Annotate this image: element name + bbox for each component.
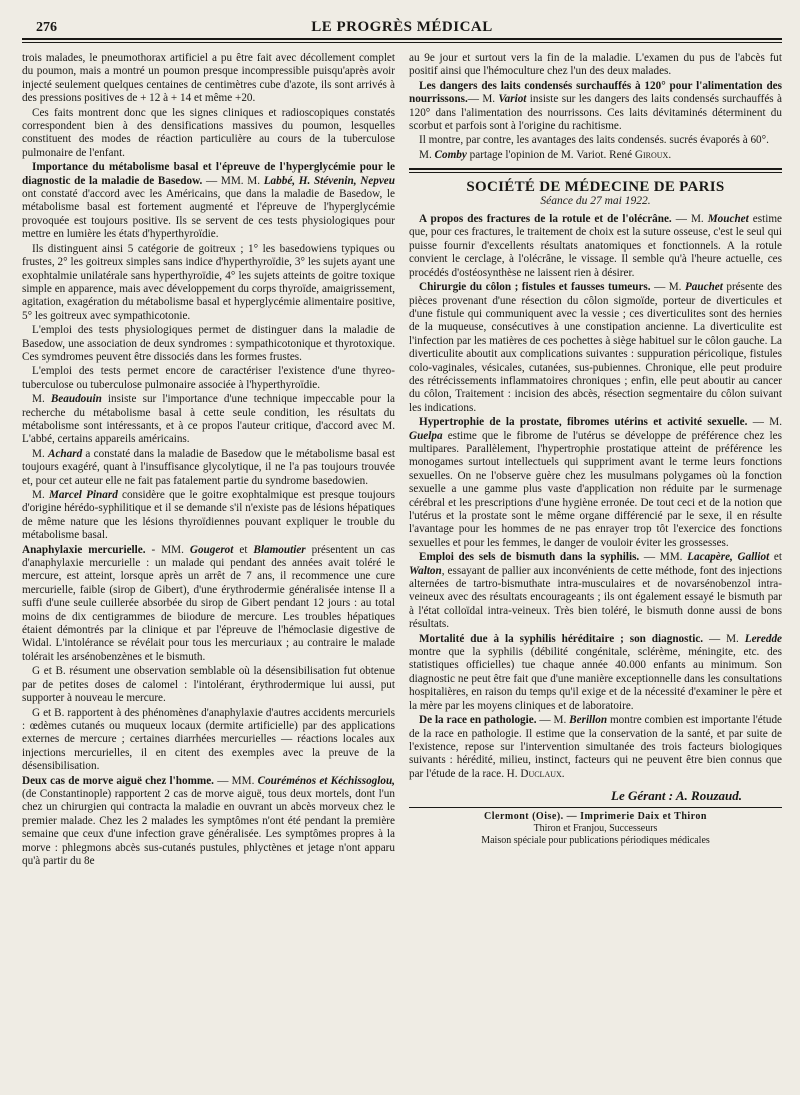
paragraph bbox=[409, 52, 782, 79]
paragraph bbox=[409, 714, 782, 781]
author-name: Comby bbox=[434, 148, 467, 161]
paragraph-text: M. bbox=[32, 489, 49, 501]
paragraph-text: estime que, pour ces fractures, le traitement de choix est la suture osseuse, c'est le seul qui puisse fournir d'excellents résultats anatomiques et fonctionnels. A la rotule convient le cerclage, à l'olécrâne, le vissage. Il semble qu'à l'heure actuelle, ces procédés d'ostéosynthèse ne laissent rien à désirer. bbox=[409, 213, 782, 279]
paragraph-heading: Anaphylaxie mercurielle. bbox=[22, 543, 146, 556]
paragraph-text: insiste sur l'importance d'une technique impeccable pour la recherche du métabolisme basal à cette seule condition, les résultats du métabolisme sont intéressants, et à ce propos l'auteur critique, d'accord avec M. L'abbé, certains appareils américains. bbox=[22, 393, 395, 446]
paragraph-text: G et B. résument une observation semblable où la désensibilisation fut obtenue par de petites doses de calomel : l'intolérant, érythrodermique lui aussi, put supporter à nouveau le mercure. bbox=[22, 665, 395, 705]
paragraph bbox=[409, 416, 782, 550]
paragraph-heading: Les dangers des laits condensés surchauffés à 120° pour l'alimentation des nourrissons. bbox=[409, 79, 782, 106]
paragraph-text: M. bbox=[32, 447, 48, 460]
paragraph-heading: Importance du métabolisme basal et l'épreuve de l'hyperglycémie pour le diagnostic de la maladie de Basedow. bbox=[22, 161, 395, 187]
paragraph-text: ont constaté d'accord avec les Américains, que dans la maladie de Basedow, le métabolisme basal est fortement augmenté et l'épreuve de l'hyperglycémie provoquée est toujours positive. Ils se servent de ces tests physiologiques pour mettre en lumière les états d'hyperthyroïdie. bbox=[22, 188, 395, 241]
paragraph-text: Ils distinguent ainsi 5 catégorie de goitreux ; 1° les basedowiens typiques ou frustes, 2° les goitreux simples sans indice d'hyperthyroïdie, 3° les sujets ayant une exophtalmie unilatérale sans hyperthyroïdie, 4° les sujets atteints de goitre toxique simple en apparence, mais avec développement du corps thyroïde, amaigrissement, agitation, exagération du métabolisme basal et hyperglycémie alimentaire positive, 5° les goitreux avec sympathicotonie. bbox=[22, 242, 395, 322]
paragraph-text: — M. bbox=[671, 213, 708, 226]
paragraph bbox=[22, 324, 395, 364]
paragraph-text: considère que le goitre exophtalmique est presque toujours d'origine hérédo-syphilitique et il se demande s'il n'existe pas de lésions hépatiques de même nature que les lésions thyroïdiennes pouvant expliquer le trouble du métabolisme basal. bbox=[22, 489, 395, 542]
paragraph bbox=[409, 134, 782, 147]
paragraph-heading: De la race en pathologie. bbox=[419, 714, 537, 727]
paragraph bbox=[22, 544, 395, 665]
paragraph-text: — M. bbox=[747, 416, 782, 429]
paragraph-text: montre combien est importante l'étude de la race en pathologie. Il estime que la conservation de la santé, et par suite de l'existence, repose sur l'intervention simultanée des trois facteurs biologiques suivants : hérédité, milieu, instinct, facteurs qui ne peuvent être bien connus que par l'étude de la race. H. bbox=[409, 714, 782, 780]
author-name: Beaudouin bbox=[50, 393, 102, 406]
paragraph bbox=[22, 107, 395, 161]
paragraph-heading: Hypertrophie de la prostate, fibromes utérins et activité sexuelle. bbox=[419, 416, 748, 429]
author-name: Lacapère, Galliot bbox=[687, 551, 770, 564]
author-name: Walton bbox=[409, 564, 442, 577]
author-name: Variot bbox=[498, 93, 527, 106]
paragraph bbox=[22, 489, 395, 543]
author-name: Blamoutier bbox=[253, 543, 306, 556]
paragraph-heading: A propos des fractures de la rotule et de l'olécrâne. bbox=[419, 213, 672, 226]
paragraph bbox=[409, 281, 782, 415]
paragraph-heading: Emploi des sels de bismuth dans la syphilis. bbox=[419, 551, 640, 564]
paragraph-text: M. bbox=[419, 148, 435, 161]
paragraph bbox=[409, 213, 782, 280]
paragraph bbox=[22, 365, 395, 392]
paragraph-heading: Chirurgie du côlon ; fistules et fausses tumeurs. bbox=[419, 281, 651, 294]
right-column bbox=[409, 52, 782, 1089]
right-column-top bbox=[409, 52, 782, 162]
page-number: 276 bbox=[36, 20, 57, 35]
paragraph bbox=[22, 707, 395, 774]
section-divider-thin bbox=[409, 172, 782, 173]
paragraph-text: estime que le fibrome de l'utérus se développe de préférence chez les multipares. Parallèlement, l'hypertrophie prostatique atteint de préférence les monogames surtout intellectuels qui suppriment avant le terme leurs fonctions sexuelles. On ne l'observe guère chez les musulmans polygames où la fonction sexuelle a une gamme plus vaste d'application non réduite par le surmenage cérébral et les prescriptions d'une hygiène erronée. De tout ceci et de la notion que l'utérus et la prostate sont le même organe différencié par le sexe, il en résulte l'avantage pour les hommes de ne pas enrayer trop tôt l'exercice des fonctions sexuelles et pour les femmes, le danger de vouloir éviter les grossesses. bbox=[409, 429, 782, 549]
section-divider bbox=[409, 168, 782, 170]
paragraph-text: G et B. rapportent à des phénomènes d'anaphylaxie d'autres accidents mercuriels : œdèmes cutanés ou muqueux locaux (dermite artificielle) par des applications externes de mercure ; certaines diarrhées mercurielles — réactions locales aux injections mercurielles, il en citent des exemples avec la preuve de la désensibilisation. bbox=[22, 706, 395, 773]
paragraph-text: Ces faits montrent donc que les signes cliniques et radioscopiques constatés correspondent bien à des densifications massives du poumon, lesquelles constituent des modes de réaction particulière au cours de la tuberculose pulmonaire de l'enfant. bbox=[22, 106, 395, 159]
author-name: Giroux bbox=[634, 148, 669, 161]
author-name: Gougerot bbox=[189, 543, 234, 556]
author-name: Marcel Pinard bbox=[48, 489, 118, 501]
paragraph-text: — M. bbox=[650, 281, 685, 294]
paragraph-text: , essayant de pallier aux inconvénients de cette méthode, font des injections alternées de tartro-bismuthate intra-musculaires et de novarsénobenzol intra-veineux avec des résultats encourageants ; ils ont également essayé le bismuth par à l'état colloïdal intra-veineux. Très bien toléré, le bismuth donne aussi de bons résultats. bbox=[409, 564, 782, 631]
paragraph-text: . bbox=[668, 148, 672, 161]
paragraph bbox=[409, 80, 782, 134]
author-name: Couréménos et Kéchissoglou, bbox=[257, 774, 395, 787]
paragraph-text: - MM. bbox=[145, 543, 190, 556]
paragraph-text: L'emploi des tests physiologiques permet de distinguer dans la maladie de Basedow, une association de deux syndromes : sympathicotonique et thyrotoxique. Ces symdromes peuvent être dissociés dans les formes frustes. bbox=[22, 324, 395, 363]
paragraph-text: M. bbox=[32, 393, 51, 406]
paragraph-text: et bbox=[233, 543, 254, 556]
text-columns bbox=[22, 52, 782, 1089]
header-rule bbox=[22, 42, 782, 43]
left-column bbox=[22, 52, 395, 1089]
paragraph-text: trois malades, le pneumothorax artificiel a pu être fait avec décollement complet du poumon, mais a montré un poumon presque incompressible puisqu'après avoir injecté seulement quelques centaines de centimètres cube d'azote, ils sont arrivés à des pressions positives de + 12 à + 14 et même +20. bbox=[22, 52, 395, 105]
paragraph-text: présente des pièces provenant d'une résection du côlon sigmoïde, porteur de diverticules et d'une fistule qui communiquent avec la vessie ; ces diverticulites sont des hernies de la muqueuse, consécutives à une constipation ancienne. La diverticulite est l'infection par les matières de ces pochettes à siège habituel sur le côlon gauche. La diverticulite aboutit aux complications suivantes : suppuration péricolique, fistules colo-vaginales, vésicales, cutanées, sus-pubiennes. Chronique, elle peut produire des rétrécissements inflammatoires chroniques ; enfin, elle peut aboutir au cancer du côlon, Traitement : incision des abcès, résection segmentaire du côlon suivant les indications. bbox=[409, 281, 782, 414]
author-name: Berillon bbox=[569, 714, 608, 727]
paragraph bbox=[22, 52, 395, 106]
paragraph-text: — MM. bbox=[639, 551, 688, 564]
paragraph-text: insiste sur les dangers des laits condensés surchauffés à 120° dans l'alimentation des nourrissons. Ces laits dévitaminés déterminent du scorbut et parfois sont à l'origine du rachitisme. bbox=[409, 93, 782, 133]
society-session-date: Séance du 27 mai 1922. bbox=[540, 194, 651, 207]
author-name: Leredde bbox=[744, 632, 782, 645]
paragraph-text: — MM. bbox=[213, 774, 258, 787]
printer-line: Clermont (Oise). — Imprimerie Daix et Thiron bbox=[484, 810, 707, 822]
paragraph bbox=[409, 551, 782, 631]
printer-imprint bbox=[409, 811, 782, 847]
author-name: Duclaux bbox=[520, 767, 562, 780]
paragraph-text: L'emploi des tests permet encore de caractériser l'existence d'une thyreo-tuberculose ou tuberculose pulmonaire associée à l'hyperthyroïdie. bbox=[22, 365, 395, 391]
paragraph-heading: Mortalité due à la syphilis héréditaire ; son diagnostic. bbox=[419, 632, 704, 645]
paragraph bbox=[409, 633, 782, 713]
paragraph-text: Il montre, par contre, les avantages des laits condensés. sucrés évaporés à 60°. bbox=[419, 134, 769, 147]
right-column-bottom bbox=[409, 213, 782, 781]
paragraph bbox=[22, 161, 395, 241]
paragraph bbox=[409, 149, 782, 162]
paragraph-text: (de Constantinople) rapportent 2 cas de morve aiguë, tous deux mortels, dont l'un chez un chirurgien qui contracta la maladie en ouvrant un abcès morveux chez le premier malade. Chez les 2 malades les symptômes n'ont été pendant la première semaine que ceux d'une infection grave généralisée. Les symptômes propres à la morve : phlegmons abcès sus-cutanés pustules, phlyctènes et jetage n'ont apparu qu'à partir du 8e bbox=[22, 787, 395, 867]
paragraph bbox=[22, 393, 395, 447]
paragraph-text: — M. bbox=[467, 93, 499, 106]
paragraph-text: — M. bbox=[703, 632, 745, 645]
author-name: Pauchet bbox=[684, 281, 723, 294]
author-name: Mouchet bbox=[707, 213, 749, 226]
paragraph bbox=[22, 775, 395, 869]
paragraph-text: . bbox=[561, 767, 565, 780]
paragraph bbox=[22, 665, 395, 705]
paragraph-text: partage l'opinion de M. Variot. René bbox=[466, 148, 635, 161]
gerant-signature: Le Gérant : A. Rouzaud. bbox=[611, 788, 742, 804]
page-header bbox=[22, 14, 782, 40]
paragraph-text: — MM. M. bbox=[202, 174, 264, 187]
paragraph-text: montre que la syphilis (débilité congénitale, sclérème, méningite, etc. des statistiques officielles) tue chaque année 40.000 enfants au minimum. Son diagnostic ne peut être fait que d'une manière exceptionnelle dans les consultations hospitalières, en raison du temps qu'il exige et de la nécessité d'examiner le père et la mère par les moyens cliniques et de laboratoire. bbox=[409, 646, 782, 712]
author-name: Labbé, H. Stévenin, Nepveu bbox=[263, 174, 395, 187]
paragraph-text: — M. bbox=[536, 714, 570, 727]
printer-specialty: Maison spéciale pour publications périodiques médicales bbox=[481, 834, 710, 846]
author-name: Guelpa bbox=[409, 429, 443, 442]
imprint-rule bbox=[409, 807, 782, 808]
paragraph-heading: Deux cas de morve aiguë chez l'homme. bbox=[22, 774, 214, 787]
society-title: SOCIÉTÉ DE MÉDECINE DE PARIS bbox=[466, 179, 725, 196]
paragraph-text: présentent un cas d'anaphylaxie mercurielle : un malade qui pendant des années avait toléré le mercure, est atteint, lorsque après un arrêt de 7 ans, il recommence une cure mercurielle, faible (sirop de Gibert), d'une érythrodermie généralisée intense Il a suffi d'une seule cuillerée absorbée du sirop de Gibert pendant 12 jours : au total moins de dix centigrammes de biiodure de mercure. Les troubles hépatiques étaient démontrés par la clinique et par l'épreuve de l'hémoclasie digestive de Widal. L'intolérance se révélait pour tous les mercuriaux ; au contraire le malade tolérait les arsénobenzènes et le bismuth. bbox=[22, 543, 395, 663]
paragraph-text: a constaté dans la maladie de Basedow que le métabolisme basal est toujours exagéré, quant à l'insuffisance glycolytique, il ne l'a pas toujours trouvée et, pour cet auteur elle ne fait pas fatalement partie du syndrome basedowien. bbox=[22, 447, 395, 487]
journal-title: LE PROGRÈS MÉDICAL bbox=[311, 19, 493, 35]
paragraph-text: au 9e jour et surtout vers la fin de la maladie. L'examen du pus de l'abcès fut positif ainsi que l'hémoculture chez l'un des deux malades. bbox=[409, 52, 782, 78]
newspaper-page bbox=[22, 14, 782, 1089]
author-name: Achard bbox=[47, 447, 83, 460]
paragraph bbox=[22, 448, 395, 488]
printer-successors: Thiron et Franjou, Successeurs bbox=[533, 822, 658, 834]
paragraph bbox=[22, 243, 395, 323]
paragraph-text: et bbox=[769, 551, 782, 564]
